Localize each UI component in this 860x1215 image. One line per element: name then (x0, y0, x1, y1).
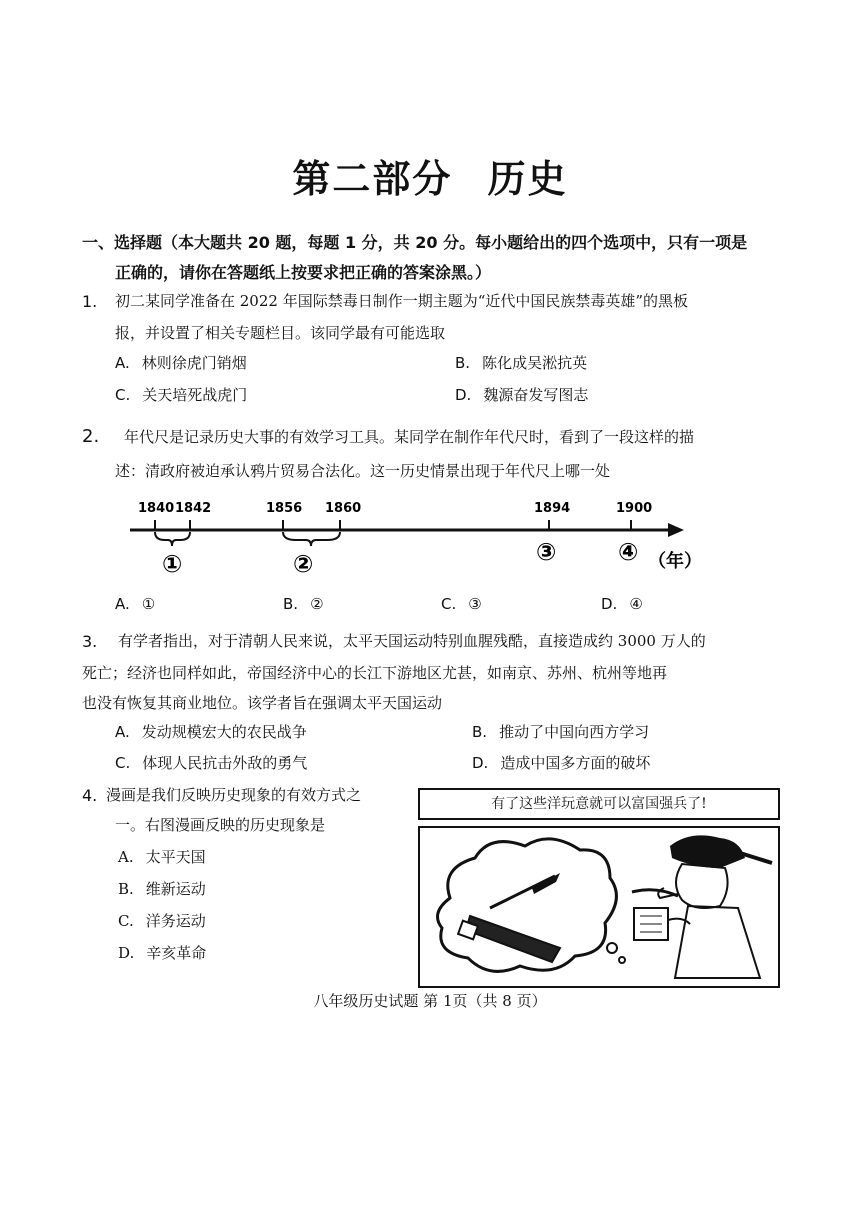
question-3-option-d[interactable] (472, 752, 650, 773)
cartoon-drawing (420, 828, 778, 986)
year-label: 1842 (175, 501, 212, 516)
question-3-option-a[interactable] (115, 721, 307, 742)
question-4-option-a[interactable] (118, 842, 206, 872)
official-hat (670, 835, 745, 868)
year-label: 1900 (616, 501, 653, 516)
year-label: 1894 (534, 501, 571, 516)
option-label: B. (118, 880, 134, 898)
question-4-option-c[interactable] (118, 906, 206, 936)
option-label: B. (472, 723, 488, 741)
timeline-arrow (668, 523, 684, 537)
option-text: 洋务运动 (145, 912, 206, 930)
section-line-2: 正确的，请你在答题纸上按要求把正确的答案涂黑。） (115, 263, 492, 282)
question-1-option-a[interactable] (115, 352, 247, 373)
question-2-option-a[interactable] (115, 595, 155, 613)
question-3-line-1: 有学者指出，对于清朝人民来说，太平天国运动特别血腥残酷，直接造成约 3000 万人的 (118, 632, 706, 650)
option-text: 造成中国多方面的破坏 (500, 754, 651, 772)
option-text: 推动了中国向西方学习 (499, 723, 650, 741)
question-4-line-2: 一。右图漫画反映的历史现象是 (115, 816, 326, 834)
option-text: 魏源奋发写图志 (483, 386, 589, 404)
option-label: B. (455, 354, 471, 372)
question-1-number: 1. (82, 292, 98, 311)
title-part-1: 第二部分 (292, 157, 453, 201)
question-3-option-c[interactable] (115, 752, 307, 773)
question-1-line-2: 报，并设置了相关专题栏目。该同学最有可能选取 (115, 324, 446, 342)
option-label: A. (115, 595, 130, 613)
marker-4: ④ (618, 538, 639, 566)
question-3-line-2: 死亡；经济也同样如此，帝国经济中心的长江下游地区尤甚，如南京、苏州、杭州等地再 (82, 664, 668, 682)
option-label: A. (115, 723, 130, 741)
option-label: D. (118, 944, 135, 962)
question-1-option-c[interactable] (115, 384, 247, 405)
rifle-barrel (490, 876, 555, 908)
option-text: 发动规模宏大的农民战争 (141, 723, 307, 741)
marker-1: ① (162, 550, 183, 578)
option-text: 体现人民抗击外敌的勇气 (142, 754, 308, 772)
question-2-line-1: 年代尺是记录历史大事的有效学习工具。某同学在制作年代尺时，看到了一段这样的描 (124, 428, 695, 446)
timeline-unit: （年） (648, 551, 702, 572)
option-text: 太平天国 (145, 848, 206, 866)
option-text: 陈化成吴淞抗英 (482, 354, 588, 372)
year-label: 1860 (325, 501, 362, 516)
option-label: C. (115, 754, 131, 772)
question-2-option-c[interactable] (441, 595, 482, 613)
question-1-line-1: 初二某同学准备在 2022 年国际禁毒日制作一期主题为“近代中国民族禁毒英雄”的黑板 (115, 292, 689, 310)
marker-3: ③ (536, 538, 557, 566)
bubble-dot (619, 957, 625, 963)
question-4-number: 4. (82, 786, 98, 805)
official-robe (675, 906, 760, 978)
question-3-option-b[interactable] (472, 721, 649, 742)
title-part-2: 历史 (487, 157, 568, 201)
question-4-option-b[interactable] (118, 874, 206, 904)
option-label: C. (441, 595, 457, 613)
option-text: 林则徐虎门销烟 (141, 354, 247, 372)
option-label: D. (472, 754, 489, 772)
question-2-line-2: 述：清政府被迫承认鸦片贸易合法化。这一历史情景出现于年代尺上哪一处 (115, 462, 611, 480)
rifle-stock (532, 873, 560, 894)
option-text: 维新运动 (145, 880, 206, 898)
option-label: C. (115, 386, 131, 404)
question-2-number: 2. (82, 426, 100, 447)
option-text: 辛亥革命 (146, 944, 207, 962)
option-label: B. (283, 595, 299, 613)
option-text: ③ (468, 595, 482, 613)
pipe-object (466, 916, 560, 962)
official-arm (668, 919, 690, 924)
page-footer: 八年级历史试题 第 1页（共 8 页） (313, 992, 547, 1010)
option-text: 关天培死战虎门 (142, 386, 248, 404)
question-4-option-d[interactable] (118, 938, 206, 968)
question-4-line-1: 漫画是我们反映历史现象的有效方式之 (106, 786, 362, 804)
option-label: A. (115, 354, 130, 372)
question-1-option-d[interactable] (455, 384, 588, 405)
option-label: C. (118, 912, 134, 930)
year-label: 1840 (138, 501, 175, 516)
option-label: D. (601, 595, 618, 613)
page-title (0, 148, 860, 203)
marker-2: ② (293, 550, 314, 578)
year-label: 1856 (266, 501, 303, 516)
official-face (676, 864, 728, 908)
brace-1 (155, 532, 190, 546)
question-2-option-d[interactable] (601, 595, 643, 613)
option-text: ① (141, 595, 156, 613)
cartoon-image (418, 826, 780, 988)
question-3-number: 3. (82, 632, 98, 651)
timeline-ruler (0, 490, 860, 590)
section-line-1: 一、选择题（本大题共 20 题，每题 1 分，共 20 分。每小题给出的四个选项中，只有一项是 (82, 233, 748, 252)
option-text: ② (310, 595, 324, 613)
question-1-option-b[interactable] (455, 352, 587, 373)
brace-2 (283, 532, 340, 546)
option-label: A. (118, 848, 134, 866)
bubble-dot (607, 943, 617, 953)
question-2-option-b[interactable] (283, 595, 324, 613)
section-heading (82, 228, 782, 288)
cartoon-caption: 有了这些洋玩意就可以富国强兵了! (418, 788, 780, 820)
option-label: D. (455, 386, 472, 404)
option-text: ④ (629, 595, 643, 613)
question-3-line-3: 也没有恢复其商业地位。该学者旨在强调太平天国运动 (82, 694, 443, 712)
